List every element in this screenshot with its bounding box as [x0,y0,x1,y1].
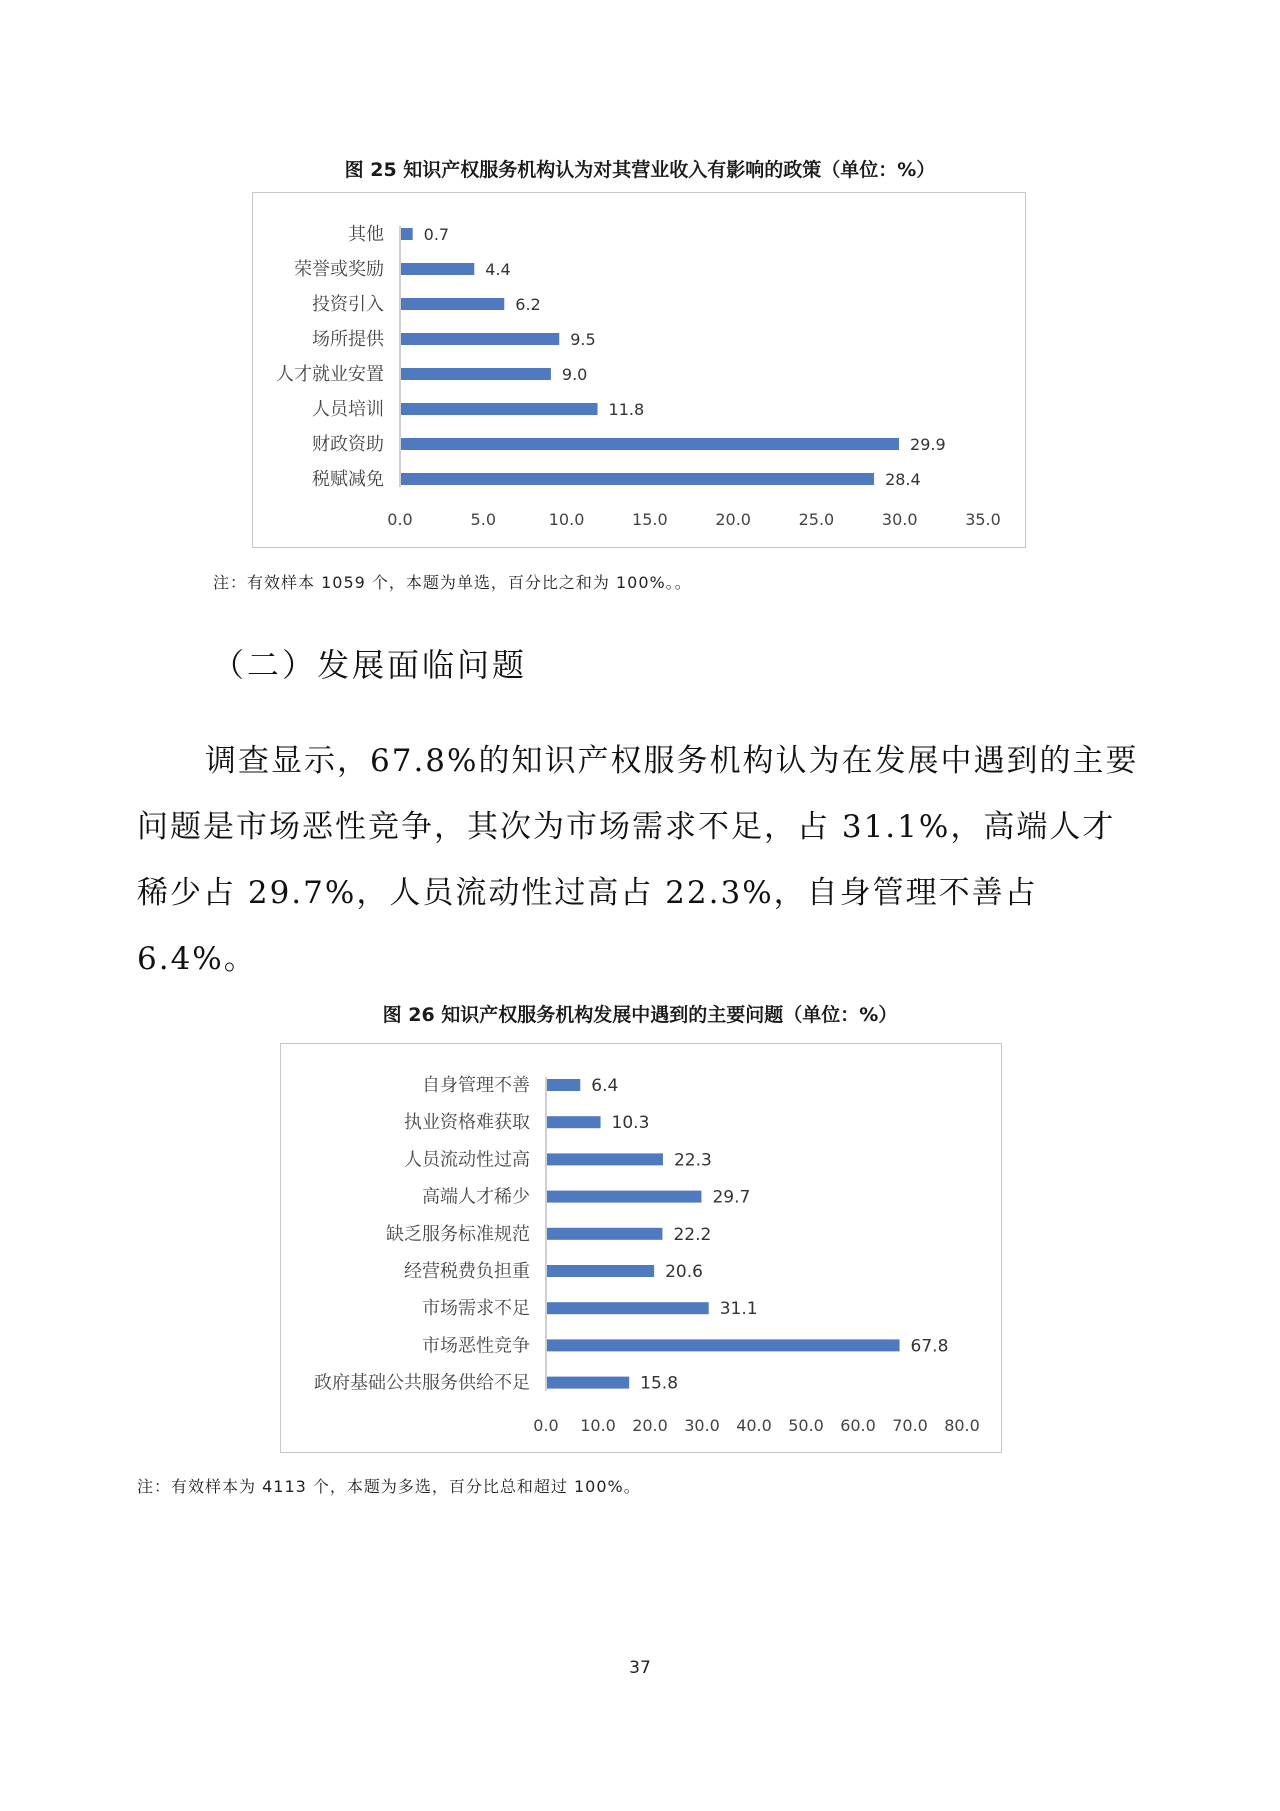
fig25-x-tick-label: 25.0 [798,510,835,529]
fig25-x-tick-label: 10.0 [548,510,585,529]
fig25-value-label: 0.7 [423,225,450,244]
fig25-bar [401,228,413,240]
figure-26-svg [281,1044,1001,1452]
fig26-value-label: 15.8 [640,1373,679,1394]
fig25-category-label: 税赋减免 [312,469,384,490]
figure-25-title: 图 25 知识产权服务机构认为对其营业收入有影响的政策（单位：%） [344,159,936,181]
fig25-value-label: 11.8 [608,400,645,419]
fig26-x-tick-label: 70.0 [892,1416,928,1435]
fig26-category-label: 高端人才稀少 [422,1186,530,1208]
fig26-x-tick-label: 50.0 [788,1416,824,1435]
section-heading: （二）发展面临问题 [212,646,528,684]
fig26-bar [547,1339,900,1351]
figure-26-chart [280,1043,1002,1453]
fig26-x-tick-label: 30.0 [684,1416,720,1435]
fig25-category-label: 荣誉或奖励 [294,259,384,280]
fig26-value-label: 6.4 [591,1076,619,1096]
figure-25-chart [252,192,1026,548]
fig26-x-tick-label: 20.0 [632,1416,668,1435]
fig25-bar [401,403,598,415]
fig25-x-tick-label: 5.0 [470,510,497,529]
fig26-value-label: 67.8 [910,1336,949,1357]
fig26-bar [547,1265,654,1277]
paragraph-line-2: 问题是市场恶性竞争，其次为市场需求不足，占 31.1%，高端人才 [137,809,1116,845]
fig25-bar [401,263,474,275]
fig26-category-label: 市场需求不足 [422,1298,530,1320]
fig26-value-label: 22.3 [673,1150,712,1171]
section-paragraph [137,728,1157,992]
fig25-x-tick-label: 15.0 [632,510,668,529]
fig26-category-label: 市场恶性竞争 [422,1335,530,1357]
fig25-bar [401,368,551,380]
fig26-x-tick-label: 0.0 [533,1416,559,1435]
fig26-category-label: 经营税费负担重 [404,1261,530,1282]
fig26-x-tick-label: 10.0 [580,1416,616,1435]
figure-26-note: 注：有效样本为 4113 个，本题为多选，百分比总和超过 100%。 [137,1477,641,1496]
fig25-category-label: 人才就业安置 [276,364,384,385]
fig25-x-tick-label: 0.0 [387,510,413,529]
fig26-value-label: 29.7 [712,1187,751,1208]
fig25-value-label: 29.9 [910,435,946,454]
figure-25-note: 注：有效样本 1059 个，本题为单选，百分比之和为 100%。。 [213,573,692,592]
fig26-bar [547,1191,701,1203]
fig26-x-tick-label: 80.0 [944,1416,980,1435]
figure-26-title: 图 26 知识产权服务机构发展中遇到的主要问题（单位：%） [382,1004,898,1026]
page-number: 37 [629,1658,651,1678]
paragraph-line-1: 调查显示，67.8%的知识产权服务机构认为在发展中遇到的主要 [205,743,1139,779]
fig25-x-tick-label: 20.0 [715,510,751,529]
fig25-category-label: 场所提供 [312,329,384,350]
paragraph-line-3: 稀少占 29.7%，人员流动性过高占 22.3%，自身管理不善占 6.4%。 [137,875,1038,977]
fig25-bar [401,438,899,450]
fig26-x-tick-label: 40.0 [736,1416,772,1435]
fig25-x-tick-label: 30.0 [881,510,918,529]
fig25-bar [401,298,504,310]
fig25-value-label: 6.2 [515,295,541,314]
fig25-value-label: 9.5 [570,330,596,349]
fig26-category-label: 缺乏服务标准规范 [386,1223,530,1245]
fig25-category-label: 投资引入 [312,294,384,315]
fig26-bar [547,1377,629,1389]
fig26-bar [547,1302,709,1314]
fig26-value-label: 31.1 [719,1299,758,1320]
fig26-bar [547,1153,663,1165]
fig26-bar [547,1228,662,1240]
fig25-bar [401,333,559,345]
fig25-x-tick-label: 35.0 [965,510,1001,529]
fig25-category-label: 人员培训 [312,399,384,420]
fig25-value-label: 4.4 [485,260,511,279]
fig26-x-tick-label: 60.0 [840,1416,876,1435]
fig25-value-label: 28.4 [885,470,921,489]
fig26-bar [547,1116,601,1128]
fig26-category-label: 人员流动性过高 [404,1149,530,1171]
fig26-category-label: 执业资格难获取 [404,1112,530,1134]
figure-25-svg [253,193,1025,547]
fig25-value-label: 9.0 [561,365,588,384]
fig26-value-label: 20.6 [665,1262,703,1282]
fig26-value-label: 22.2 [673,1224,712,1245]
fig26-value-label: 10.3 [611,1113,650,1134]
fig25-category-label: 财政资助 [312,434,384,455]
fig25-bar [401,473,874,485]
fig25-category-label: 其他 [348,224,384,245]
fig26-category-label: 自身管理不善 [422,1075,530,1096]
fig26-bar [547,1079,580,1091]
fig26-category-label: 政府基础公共服务供给不足 [314,1372,530,1394]
